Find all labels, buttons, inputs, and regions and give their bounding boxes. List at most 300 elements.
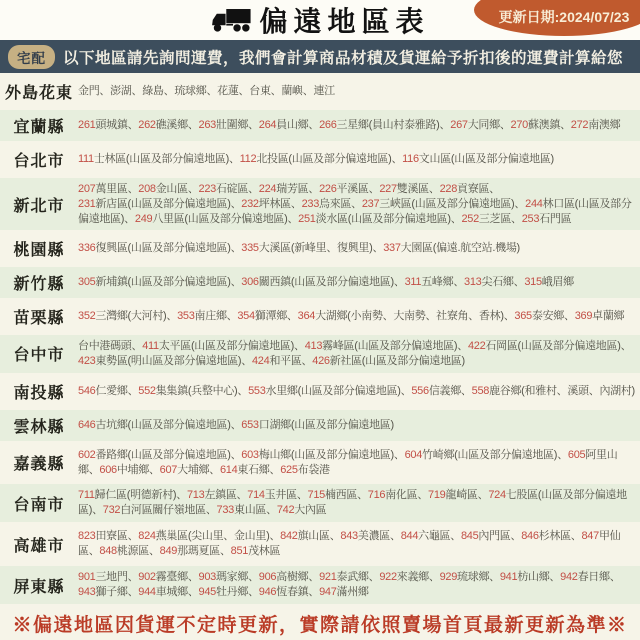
separator: 、: [570, 530, 582, 543]
area-name: 峨眉鄉: [541, 276, 574, 289]
separator: 、: [124, 212, 135, 225]
area-number: 849: [159, 545, 178, 558]
separator: 、: [368, 182, 380, 195]
area-number: 711: [78, 489, 95, 502]
area-number: 946: [258, 586, 277, 599]
area-number: 714: [247, 489, 265, 502]
area-number: 311: [404, 276, 422, 289]
separator: 、: [563, 310, 575, 323]
area-number: 848: [99, 545, 117, 558]
county-label: 外島花東: [4, 84, 73, 102]
area-number: 261: [78, 118, 96, 131]
county-label: 新竹縣: [13, 276, 65, 294]
table-row: [0, 484, 640, 522]
separator: 、: [450, 530, 461, 543]
separator: 、: [209, 463, 220, 476]
area-name: 琉球鄉: [457, 571, 490, 584]
area-number: 558: [471, 384, 490, 397]
separator: 、: [266, 504, 277, 517]
separator: 、: [187, 118, 199, 131]
table-row: [0, 76, 640, 107]
area-number: 249: [134, 212, 153, 225]
area-name: 阿里山鄉: [78, 448, 618, 476]
separator: 、: [127, 586, 139, 599]
area-name: 五峰鄉: [421, 276, 454, 289]
area-name: 白河區關仔嶺地區: [120, 504, 206, 517]
area-number: 605: [567, 448, 586, 461]
area-name: 雙溪區: [396, 182, 429, 195]
area-number: 111: [78, 152, 94, 165]
area-name: 坪林區: [258, 197, 291, 210]
area-number: 944: [138, 586, 156, 599]
area-number: 263: [198, 118, 216, 131]
area-number: 715: [307, 489, 325, 502]
area-name: 金山區: [155, 182, 188, 195]
area-number: 335: [241, 242, 259, 255]
separator: 、: [511, 212, 522, 225]
separator: 、: [393, 276, 405, 289]
area-number: 226: [319, 182, 337, 195]
area-number: 116: [402, 152, 419, 165]
area-number: 847: [581, 530, 599, 543]
separator: 、: [428, 571, 440, 584]
area-number: 843: [340, 530, 358, 543]
area-number: 902: [138, 571, 156, 584]
county-label: 屏東縣: [13, 578, 65, 596]
home-delivery-badge: 宅配: [8, 45, 55, 69]
separator: 、: [187, 182, 199, 195]
separator: 、: [308, 118, 320, 131]
separator: 、: [514, 197, 526, 210]
area-name: 新社區(山區及部分偏遠地區): [329, 354, 465, 367]
area-number: 227: [379, 182, 397, 195]
separator: 、: [226, 310, 238, 323]
separator: 、: [270, 84, 282, 97]
area-name: 台東: [249, 84, 271, 97]
area-name: 員山鄉: [276, 118, 309, 131]
separator: 、: [241, 354, 252, 367]
separator: 、: [450, 212, 462, 225]
area-number: 233: [301, 197, 320, 210]
area-number: 724: [488, 489, 506, 502]
area-name: 茂林區: [248, 545, 281, 558]
separator: 、: [230, 448, 242, 461]
table-row: [0, 335, 640, 373]
area-name: 大園區(偏遠.航空站.機場): [400, 242, 520, 255]
area-name: 竹崎鄉(山區及部分偏遠地區): [422, 448, 558, 461]
area-name: 三地門: [95, 571, 128, 584]
area-name: 燕巢區(尖山里、金山里): [155, 530, 270, 543]
area-number: 941: [499, 571, 518, 584]
separator: 、: [391, 152, 403, 165]
separator: 、: [228, 152, 240, 165]
separator: 、: [513, 276, 525, 289]
area-name: 仁愛鄉: [95, 384, 128, 397]
area-number: 336: [78, 242, 96, 255]
area-number: 824: [138, 530, 156, 543]
area-number: 604: [404, 448, 423, 461]
county-label: 台北市: [13, 152, 65, 170]
area-name: 枋山鄉: [517, 571, 550, 584]
title-wrap: [210, 0, 429, 40]
area-name: 龍崎區: [445, 489, 478, 502]
separator: 、: [187, 586, 199, 599]
separator: 、: [510, 530, 522, 543]
area-number: 921: [319, 571, 337, 584]
page-title: 偏遠地區表: [259, 7, 430, 38]
area-number: 364: [297, 310, 316, 323]
area-name: 平溪區: [336, 182, 369, 195]
area-name: 楠西區: [324, 489, 358, 502]
area-name: 左鎮區: [204, 489, 237, 502]
area-number: 423: [78, 354, 96, 367]
area-number: 603: [241, 448, 259, 461]
area-name: 大埔鄉: [177, 463, 210, 476]
separator: 、: [389, 530, 401, 543]
area-name: 旗山區: [297, 530, 330, 543]
area-list: [78, 570, 640, 600]
separator: 、: [477, 489, 489, 502]
table-row: [0, 410, 640, 441]
area-number: 602: [78, 448, 96, 461]
area-number: 232: [241, 197, 259, 210]
separator: 、: [560, 118, 571, 131]
area-name: 獅潭鄉: [254, 310, 287, 323]
separator: 、: [357, 489, 368, 502]
separator: 、: [131, 339, 143, 352]
area-list: [78, 275, 640, 290]
area-number: 413: [304, 339, 323, 352]
area-name: 三峽區(山區及部分偏遠地區): [379, 197, 515, 210]
area-list: [78, 339, 640, 369]
area-name: 口湖鄉(山區及部分偏遠地區): [258, 418, 394, 431]
area-name: 復興區(山區及部分偏遠地區): [95, 242, 231, 255]
area-name: 新埔鎮(山區及部分偏遠地區): [95, 276, 231, 289]
area-number: 823: [78, 530, 96, 543]
area-name: 淡水區(山區及部分偏遠地區): [315, 212, 451, 225]
separator: 、: [269, 463, 281, 476]
area-number: 270: [510, 118, 528, 131]
separator: 、: [127, 571, 139, 584]
area-number: 112: [239, 152, 257, 165]
area-name: 澎湖: [110, 84, 132, 97]
area-name: 文山區(山區及部分偏遠地區): [418, 152, 554, 165]
area-name: 卓蘭鄉: [592, 310, 625, 323]
area-name: 蘭嶼: [281, 84, 303, 97]
area-name: 瑪家鄉: [215, 571, 249, 584]
separator: 、: [205, 504, 217, 517]
separator: 、: [296, 489, 308, 502]
separator: 、: [206, 84, 218, 97]
area-name: 中埔鄉: [116, 463, 149, 476]
separator: 、: [453, 276, 465, 289]
area-name: 東石鄉: [237, 463, 270, 476]
separator: 、: [127, 384, 139, 397]
area-name: 恆春鎮: [276, 586, 309, 599]
area-name: 萬里區: [95, 182, 128, 195]
separator: 、: [287, 212, 299, 225]
table-row: [0, 301, 640, 332]
separator: 、: [286, 310, 298, 323]
area-name: 玉井區: [264, 489, 297, 502]
area-list: [78, 418, 640, 433]
separator: 、: [609, 571, 621, 584]
separator: 、: [269, 530, 281, 543]
county-label: 苗栗縣: [13, 310, 65, 328]
table-row: [0, 376, 640, 407]
table-row: [0, 110, 640, 141]
area-name: 大溪區(新峰里、復興里): [258, 242, 373, 255]
separator: 、: [368, 571, 380, 584]
area-number: 903: [198, 571, 216, 584]
area-number: 207: [78, 182, 96, 195]
area-number: 719: [428, 489, 446, 502]
area-number: 552: [138, 384, 156, 397]
area-number: 943: [78, 586, 96, 599]
separator: 、: [88, 463, 100, 476]
separator: 、: [301, 354, 313, 367]
table-row: [0, 178, 640, 231]
area-number: 223: [198, 182, 216, 195]
area-list: [78, 241, 640, 256]
area-name: 台中港碼頭: [78, 339, 132, 352]
area-name: 滿州鄉: [336, 586, 369, 599]
area-list: [78, 118, 640, 133]
area-number: 556: [411, 384, 429, 397]
remote-areas-table: [0, 73, 640, 606]
separator: 、: [503, 310, 515, 323]
separator: 、: [351, 197, 362, 210]
separator: 、: [329, 530, 341, 543]
separator: 、: [489, 571, 500, 584]
area-number: 365: [514, 310, 532, 323]
area-name: 高樹鄉: [276, 571, 309, 584]
area-number: 313: [464, 276, 482, 289]
area-name: 大內區: [294, 504, 327, 517]
area-number: 844: [400, 530, 419, 543]
area-list: [78, 384, 640, 399]
area-name: 南庄鄉: [194, 310, 227, 323]
area-list: [78, 529, 640, 559]
separator: 、: [439, 118, 451, 131]
table-row: [0, 444, 640, 482]
separator: 、: [131, 84, 143, 97]
separator: 、: [236, 489, 248, 502]
area-name: 七股區(山區及部分偏遠地區): [78, 489, 627, 517]
area-number: 422: [467, 339, 486, 352]
area-number: 354: [237, 310, 255, 323]
area-number: 922: [379, 571, 397, 584]
area-name: 壯圍鄉: [215, 118, 249, 131]
area-number: 272: [570, 118, 589, 131]
area-name: 南澳鄉: [588, 118, 621, 131]
area-name: 信義鄉: [428, 384, 461, 397]
area-name: 泰武鄉: [336, 571, 369, 584]
area-name: 甲仙區: [78, 530, 621, 558]
area-number: 607: [159, 463, 178, 476]
area-number: 424: [251, 354, 270, 367]
area-name: 三芝區: [478, 212, 512, 225]
separator: 、: [230, 242, 242, 255]
area-name: 太平區(山區及部分偏遠地區): [158, 339, 294, 352]
area-number: 942: [560, 571, 578, 584]
separator: 、: [127, 530, 139, 543]
separator: 、: [372, 242, 384, 255]
separator: 、: [248, 571, 259, 584]
area-name: 新店區(山區及部分偏遠地區): [95, 197, 231, 210]
footer-bar: [0, 606, 640, 640]
area-name: 集集鎮(兵整中心): [155, 384, 238, 397]
county-label: 雲林縣: [13, 418, 65, 436]
separator: 、: [393, 448, 405, 461]
area-name: 梅山鄉(山區及部分偏遠地區): [258, 448, 394, 461]
separator: 、: [489, 182, 500, 195]
area-number: 606: [99, 463, 117, 476]
area-number: 231: [78, 197, 96, 210]
area-name: 烏來區: [319, 197, 352, 210]
area-name: 六龜區: [418, 530, 451, 543]
separator: 、: [293, 339, 305, 352]
area-number: 353: [177, 310, 195, 323]
county-label: 嘉義縣: [13, 456, 65, 474]
county-label: 南投縣: [13, 384, 65, 402]
area-number: 262: [138, 118, 156, 131]
separator: 、: [428, 182, 440, 195]
county-label: 新北市: [13, 197, 65, 215]
area-name: 尖石鄉: [481, 276, 514, 289]
area-name: 美濃區: [357, 530, 390, 543]
area-number: 947: [319, 586, 337, 599]
separator: 、: [308, 586, 320, 599]
separator: 、: [230, 197, 242, 210]
area-name: 來義鄉: [396, 571, 429, 584]
area-number: 546: [78, 384, 96, 397]
area-name: 連江: [313, 84, 335, 97]
area-name: 歸仁區(明德新村): [94, 489, 177, 502]
area-number: 742: [276, 504, 295, 517]
separator: 、: [248, 118, 259, 131]
separator: 、: [99, 84, 111, 97]
table-row: [0, 525, 640, 563]
separator: 、: [176, 489, 187, 502]
county-label: 桃園縣: [13, 242, 65, 260]
area-name: 貢寮區: [457, 182, 490, 195]
table-row: [0, 144, 640, 175]
area-name: 那瑪夏區: [177, 545, 220, 558]
separator: 、: [417, 489, 429, 502]
area-name: 杉林區: [538, 530, 571, 543]
separator: 、: [400, 384, 412, 397]
separator: 、: [248, 182, 259, 195]
area-number: 337: [383, 242, 401, 255]
area-number: 251: [298, 212, 316, 225]
area-list: [78, 448, 640, 478]
area-name: 水里鄉(山區及部分偏遠地區): [265, 384, 401, 397]
area-number: 315: [524, 276, 542, 289]
area-name: 古坑鄉(山區及部分偏遠地區): [95, 418, 231, 431]
separator: 、: [187, 571, 199, 584]
area-number: 252: [461, 212, 479, 225]
area-number: 244: [525, 197, 543, 210]
area-name: 瑞芳區: [276, 182, 309, 195]
area-number: 929: [439, 571, 458, 584]
truck-icon: [210, 7, 252, 34]
area-name: 春日鄉: [577, 571, 610, 584]
area-name: 大湖鄉(小南勢、大南勢、社寮角、香林): [315, 310, 504, 323]
area-list: [78, 84, 640, 99]
area-name: 牡丹鄉: [215, 586, 249, 599]
area-name: 泰安鄉: [531, 310, 564, 323]
area-number: 224: [258, 182, 277, 195]
separator: 、: [499, 118, 511, 131]
area-number: 208: [138, 182, 156, 195]
area-number: 228: [439, 182, 458, 195]
area-name: 北投區(山區及部分偏遠地區): [256, 152, 392, 165]
area-number: 237: [361, 197, 380, 210]
area-name: 礁溪鄉: [155, 118, 188, 131]
area-number: 253: [521, 212, 540, 225]
area-number: 369: [574, 310, 593, 323]
county-label: 台中市: [13, 347, 65, 365]
area-name: 桃源區: [116, 545, 149, 558]
area-name: 和平區: [269, 354, 302, 367]
county-label: 宜蘭縣: [13, 118, 65, 136]
area-number: 901: [78, 571, 96, 584]
separator: 、: [237, 384, 249, 397]
area-number: 264: [258, 118, 277, 131]
footer-note: ※偏遠地區因貨運不定時更新，實際請依照賣場首頁最新更新為準※: [12, 614, 628, 636]
area-name: 琉球鄉: [174, 84, 207, 97]
county-label: 台南市: [13, 496, 65, 514]
area-name: 大同鄉: [467, 118, 500, 131]
area-number: 553: [248, 384, 266, 397]
separator: 、: [148, 545, 160, 558]
area-number: 267: [450, 118, 468, 131]
separator: 、: [457, 339, 468, 352]
area-number: 713: [186, 489, 205, 502]
area-number: 653: [241, 418, 259, 431]
separator: 、: [148, 463, 160, 476]
area-number: 716: [367, 489, 386, 502]
separator: 、: [127, 118, 139, 131]
area-name: 東勢區(明山區及部分偏遠地區): [95, 354, 242, 367]
area-number: 842: [280, 530, 298, 543]
separator: 、: [620, 339, 632, 352]
area-number: 426: [312, 354, 330, 367]
area-number: 266: [319, 118, 337, 131]
area-number: 625: [280, 463, 298, 476]
area-number: 945: [198, 586, 216, 599]
area-name: 關西鎮(山區及部分偏遠地區): [258, 276, 394, 289]
separator: 、: [290, 197, 302, 210]
area-name: 霧臺鄉: [155, 571, 188, 584]
update-date-badge: [474, 0, 640, 36]
area-name: 內門區: [478, 530, 511, 543]
area-list: [78, 309, 640, 324]
header-bar: [0, 0, 640, 40]
area-name: 南化區: [385, 489, 418, 502]
area-name: 士林區(山區及部分偏遠地區): [93, 152, 229, 165]
area-number: 646: [78, 418, 96, 431]
area-name: 獅子鄉: [95, 586, 128, 599]
separator: 、: [549, 571, 561, 584]
area-list: [78, 152, 640, 167]
area-name: 布袋港: [297, 463, 330, 476]
separator: 、: [238, 84, 250, 97]
area-number: 352: [78, 310, 96, 323]
area-name: 番路鄉(山區及部分偏遠地區): [95, 448, 231, 461]
area-number: 906: [258, 571, 277, 584]
